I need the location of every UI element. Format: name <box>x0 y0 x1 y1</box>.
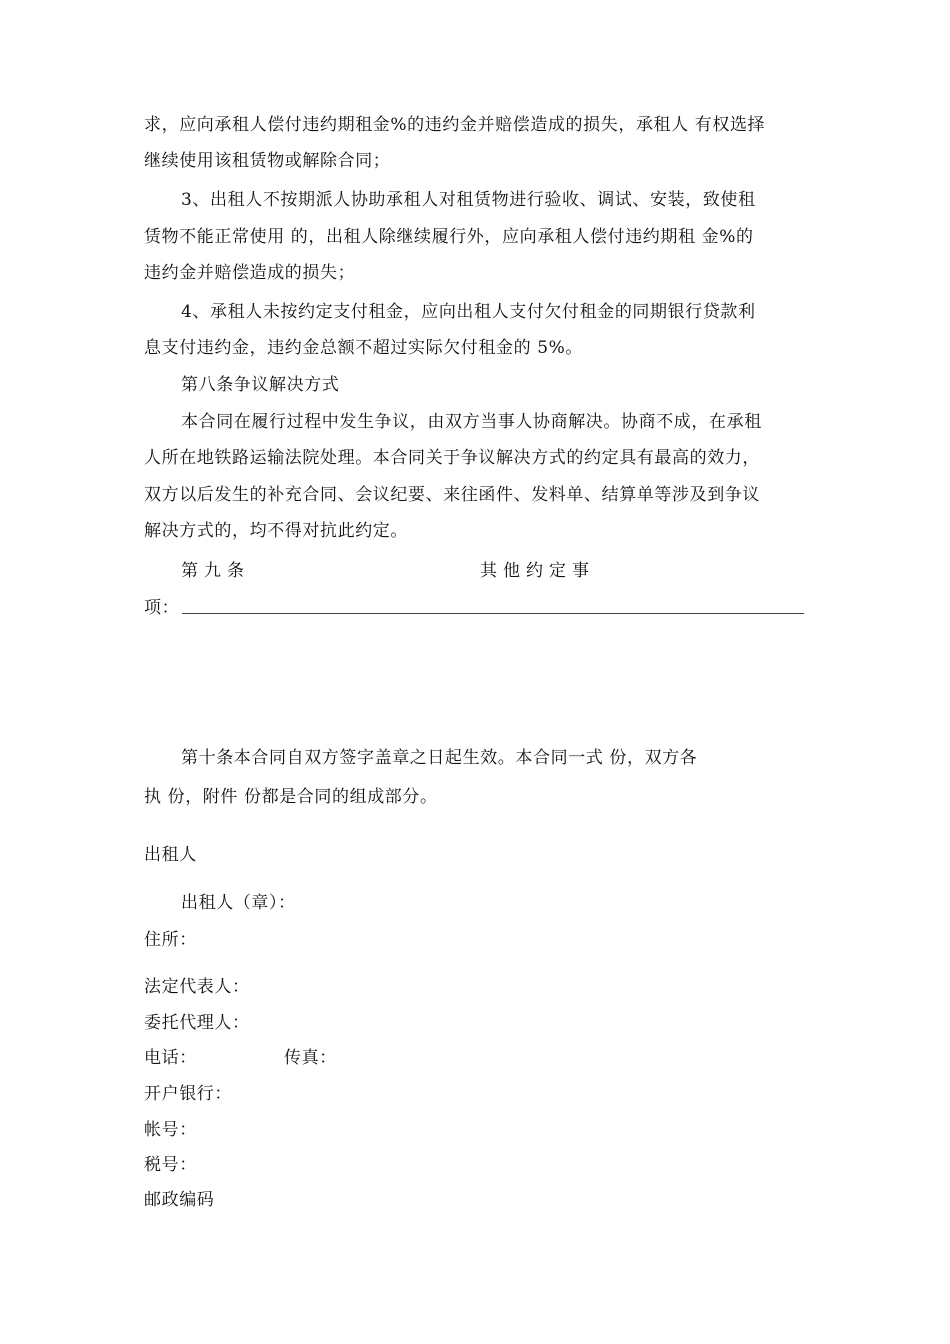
paragraph-line: 息支付违约金，违约金总额不超过实际欠付租金的 5%。 <box>144 338 583 358</box>
agent-label: 委托代理人： <box>144 1013 250 1033</box>
clause-4-line: 4、承租人未按约定支付租金，应向出租人支付欠付租金的同期银行贷款利 <box>181 302 756 322</box>
fax-label: 传真： <box>284 1048 337 1068</box>
bank-label: 开户银行： <box>144 1084 232 1104</box>
phone-label: 电话： <box>144 1048 197 1068</box>
clause-3-line: 3、出租人不按期派人协助承租人对租赁物进行验收、调试、安装，致使租 <box>181 190 756 210</box>
postcode-label: 邮政编码 <box>144 1190 215 1210</box>
tax-number-label: 税号： <box>144 1155 197 1175</box>
article-9-continuation: 项： <box>144 598 180 618</box>
article-9-label: 第九条 <box>181 561 250 581</box>
article-10-line: 第十条本合同自双方签字盖章之日起生效。本合同一式 份，双方各 <box>181 748 698 768</box>
paragraph-line: 赁物不能正常使用 的，出租人除继续履行外，应向承租人偿付违约期租 金%的 <box>144 227 754 247</box>
account-label: 帐号： <box>144 1120 197 1140</box>
lessor-seal-label: 出租人（章）： <box>181 893 296 913</box>
paragraph-line: 违约金并赔偿造成的损失； <box>144 263 356 283</box>
legal-rep-label: 法定代表人： <box>144 977 250 997</box>
paragraph-line: 继续使用该租赁物或解除合同； <box>144 151 391 171</box>
paragraph-line: 双方以后发生的补充合同、会议纪要、来往函件、发料单、结算单等涉及到争议 <box>144 485 760 505</box>
fill-in-blank-line <box>182 613 804 614</box>
paragraph-line: 求，应向承租人偿付违约期租金%的违约金并赔偿造成的损失，承租人 有权选择 <box>144 115 766 135</box>
article-10-line: 执 份，附件 份都是合同的组成部分。 <box>144 787 438 807</box>
article-8-heading: 第八条争议解决方式 <box>181 375 340 395</box>
paragraph-line: 解决方式的，均不得对抗此约定。 <box>144 521 408 541</box>
paragraph-line: 本合同在履行过程中发生争议，由双方当事人协商解决。协商不成，在承租 <box>181 412 762 432</box>
lessor-heading: 出租人 <box>144 845 197 865</box>
address-label: 住所： <box>144 930 197 950</box>
article-9-title: 其他约定事 <box>480 561 595 581</box>
paragraph-line: 人所在地铁路运输法院处理。本合同关于争议解决方式的约定具有最高的效力， <box>144 448 760 468</box>
